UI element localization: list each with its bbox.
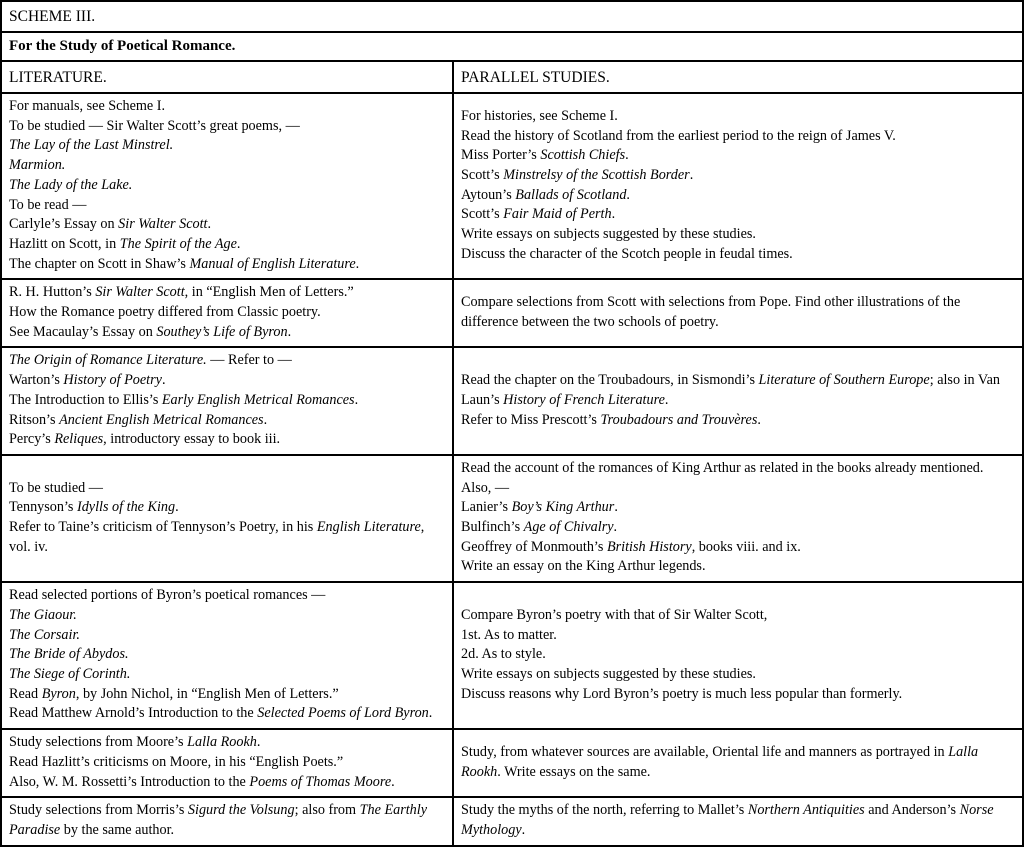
text-run: Discuss reasons why Lord Byron’s poetry is much less popular than formerly. [461, 685, 903, 702]
text-run: Study selections from Morris’s [9, 802, 188, 819]
entry-line [9, 235, 447, 255]
book-title-italic: The Origin of Romance Literature. [9, 352, 207, 369]
text-run: To be studied — Sir Walter Scott’s great poems, — [9, 117, 300, 134]
text-run: 2d. As to style. [461, 646, 546, 663]
text-run: Geoffrey of Monmouth’s [461, 538, 607, 555]
entry-line [461, 205, 1017, 225]
text-run: Carlyle’s Essay on [9, 216, 119, 233]
scheme-subtitle: For the Study of Poetical Romance. [1, 32, 1023, 61]
text-run: Refer to Taine’s criticism of Tennyson’s Poetry, in his [9, 519, 317, 536]
text-run: Write essays on subjects suggested by these studies. [461, 665, 756, 682]
entry-line [461, 166, 1017, 186]
text-run: Compare Byron’s poetry with that of Sir Walter Scott, [461, 606, 768, 623]
text-run: Read the history of Scotland from the earliest period to the reign of James V. [461, 127, 896, 144]
text-run: How the Romance poetry differed from Classic poetry. [9, 304, 321, 321]
text-run: Study selections from Moore’s [9, 734, 188, 751]
text-run: For manuals, see Scheme I. [9, 98, 166, 114]
text-run: . [521, 821, 526, 838]
text-run: The Introduction to Ellis’s [9, 391, 162, 408]
entry-line [9, 351, 447, 371]
table-row [1, 93, 1023, 279]
entry-line [461, 459, 1017, 479]
entry-line [461, 518, 1017, 538]
scheme-title: SCHEME III. [1, 1, 1023, 32]
entry-line [461, 801, 1017, 840]
entry-line [9, 176, 447, 196]
entry-line [461, 626, 1017, 646]
text-run: . [207, 216, 212, 233]
text-run: . [625, 147, 629, 164]
text-run: . [626, 186, 630, 203]
text-run: Read the chapter on the Troubadours, in Sismondi’s [461, 372, 759, 389]
text-run: . [428, 705, 433, 722]
entry-line [9, 136, 447, 156]
book-title-italic: Southey’s Life of Byron [156, 323, 288, 340]
book-title-italic: Lalla Rookh [461, 743, 979, 780]
text-run: For histories, see Scheme I. [461, 107, 618, 124]
book-title-italic: Norse Mythology [461, 802, 994, 838]
text-run: Tennyson’s [9, 499, 77, 516]
text-run: . [287, 323, 292, 340]
book-title-italic: Lalla Rookh [187, 734, 257, 751]
text-run: , books viii. and ix. [691, 538, 801, 555]
text-run: Also, W. M. Rossetti’s Introduction to the [9, 773, 250, 790]
book-title-italic: The Spirit of the Age [119, 235, 237, 252]
book-title-italic: Literature of Southern Europe [758, 372, 930, 389]
book-title-italic: Sir Walter Scott [95, 284, 185, 301]
entry-line [461, 498, 1017, 518]
column-header-literature: LITERATURE. [1, 61, 453, 93]
table-row [1, 797, 1023, 845]
book-title-italic: Ballads of Scotland [515, 186, 627, 203]
text-run: . [664, 391, 669, 408]
text-run: Read Matthew Arnold’s Introduction to the [9, 705, 258, 722]
book-title-italic: Early English Metrical Romances [161, 391, 355, 408]
text-run: Scott’s [461, 206, 504, 223]
parallel-studies-cell [453, 93, 1023, 279]
entry-line [461, 245, 1017, 265]
table-header [1, 1, 1023, 93]
entry-line [461, 371, 1017, 410]
literature-cell [1, 455, 453, 582]
entry-line [9, 255, 447, 275]
entry-line [9, 606, 447, 626]
entry-line [461, 411, 1017, 431]
entry-line [9, 479, 447, 499]
parallel-studies-cell [453, 347, 1023, 455]
text-run: , vol. iv. [9, 519, 425, 555]
literature-cell [1, 729, 453, 797]
text-run: See Macaulay’s Essay on [9, 323, 157, 340]
entry-line [9, 801, 447, 840]
text-run: Study the myths of the north, referring to Mallet’s [461, 802, 748, 819]
book-title-italic: The Earthly Paradise [9, 802, 427, 838]
parallel-studies-cell [453, 582, 1023, 729]
text-run: Read Hazlitt’s criticisms on Moore, in his “English Poets.” [9, 753, 344, 770]
literature-cell [1, 93, 453, 279]
text-run: ; also from [294, 802, 360, 819]
entry-line [9, 665, 447, 685]
book-title-italic: Byron [41, 685, 76, 702]
book-title-italic: The Lay of the Last Minstrel. [9, 137, 174, 154]
text-run: . [757, 411, 761, 428]
book-title-italic: Ancient English Metrical Romances [59, 411, 264, 428]
entry-line [9, 645, 447, 665]
book-title-italic: Minstrelsy of the Scottish Border [503, 166, 690, 183]
entry-line [9, 117, 447, 137]
entry-line [9, 498, 447, 518]
text-run: . [161, 372, 166, 389]
entry-line [461, 538, 1017, 558]
book-title-italic: Sigurd the Volsung [187, 802, 295, 819]
entry-line [461, 127, 1017, 147]
text-run: Write essays on subjects suggested by these studies. [461, 226, 756, 243]
entry-line [9, 586, 447, 606]
book-title-italic: Northern Antiquities [747, 802, 865, 819]
text-run: . [354, 391, 359, 408]
entry-line [9, 303, 447, 323]
text-run: Also, — [461, 479, 510, 496]
text-run: Warton’s [9, 372, 64, 389]
parallel-studies-cell [453, 797, 1023, 845]
text-run: and Anderson’s [864, 802, 960, 819]
entry-line [9, 773, 447, 793]
entry-line [9, 704, 447, 724]
parallel-studies-cell [453, 279, 1023, 347]
entry-line [461, 186, 1017, 206]
text-run: Read the account of the romances of King Arthur as related in the books already mentioned. [461, 459, 984, 476]
entry-line [461, 645, 1017, 665]
text-run: , in “English Men of Letters.” [184, 284, 354, 301]
text-run: Percy’s [9, 431, 55, 448]
entry-line [9, 371, 447, 391]
text-run: . [611, 206, 616, 223]
scheme-subtitle-row [1, 32, 1023, 61]
text-run: . [263, 411, 268, 428]
book-title-italic: Troubadours and Trouvères [600, 411, 758, 428]
text-run: Discuss the character of the Scotch people in feudal times. [461, 245, 793, 262]
entry-line [9, 215, 447, 235]
text-run: . [355, 255, 360, 272]
book-title-italic: Age of Chivalry [523, 519, 614, 536]
entry-line [461, 743, 1017, 782]
text-run: . Write essays on the same. [497, 763, 651, 780]
table-row [1, 347, 1023, 455]
text-run: . [256, 734, 261, 751]
entry-line [461, 557, 1017, 577]
text-run: To be studied — [9, 479, 103, 496]
entry-line [9, 283, 447, 303]
book-title-italic: The Siege of Corinth. [9, 665, 131, 682]
entry-line [9, 518, 447, 557]
text-run: . [391, 773, 395, 790]
book-title-italic: Sir Walter Scott [118, 216, 208, 233]
text-run: Study, from whatever sources are available, Oriental life and manners as portrayed in [461, 743, 949, 760]
text-run: , introductory essay to book iii. [103, 431, 281, 448]
book-title-italic: The Corsair. [9, 626, 80, 643]
entry-line [9, 391, 447, 411]
book-title-italic: British History [606, 538, 692, 555]
entry-line [9, 156, 447, 176]
literature-cell [1, 279, 453, 347]
literature-cell [1, 797, 453, 845]
text-run: . [614, 499, 618, 516]
entry-line [9, 733, 447, 753]
text-run: ; also in Van Laun’s [461, 372, 1000, 408]
entry-line [9, 430, 447, 450]
scheme-title-row [1, 1, 1023, 32]
text-run: Write an essay on the King Arthur legends. [461, 558, 706, 575]
entry-line [461, 606, 1017, 626]
parallel-studies-cell [453, 455, 1023, 582]
text-run: Aytoun’s [461, 186, 516, 203]
book-title-italic: History of Poetry [63, 372, 162, 389]
text-run: Refer to Miss Prescott’s [461, 411, 601, 428]
book-title-italic: The Giaour. [9, 606, 77, 623]
text-run: Hazlitt on Scott, in [9, 235, 120, 252]
text-run: . [689, 166, 694, 183]
column-header-row [1, 61, 1023, 93]
entry-line [9, 323, 447, 343]
text-run: . [236, 235, 241, 252]
book-title-italic: English Literature [316, 519, 421, 536]
table-row [1, 582, 1023, 729]
column-header-parallel-studies: PARALLEL STUDIES. [453, 61, 1023, 93]
table-row [1, 279, 1023, 347]
book-title-italic: The Bride of Abydos. [9, 646, 129, 663]
book-title-italic: History of French Literature [503, 391, 665, 408]
entry-line [9, 196, 447, 216]
book-title-italic: Reliques [54, 431, 104, 448]
entry-line [461, 107, 1017, 127]
entry-line [9, 626, 447, 646]
text-run: — Refer to — [206, 352, 292, 369]
literature-cell [1, 347, 453, 455]
text-run: Read selected portions of Byron’s poetical romances — [9, 587, 326, 604]
entry-line [461, 293, 1017, 332]
book-title-italic: Selected Poems of Lord Byron [257, 705, 429, 722]
entry-line [461, 225, 1017, 245]
text-run: Scott’s [461, 166, 504, 183]
text-run: Miss Porter’s [461, 147, 541, 164]
entry-line [461, 146, 1017, 166]
book-title-italic: Marmion. [9, 157, 66, 174]
literature-cell [1, 582, 453, 729]
book-title-italic: Fair Maid of Perth [503, 206, 612, 223]
text-run: , by John Nichol, in “English Men of Letters.” [75, 685, 339, 702]
book-title-italic: Manual of English Literature [189, 255, 356, 272]
text-run: . [175, 499, 179, 516]
entry-line [461, 479, 1017, 499]
text-run: 1st. As to matter. [461, 626, 557, 643]
text-run: Compare selections from Scott with selections from Pope. Find other illustrations of the difference between the two schools of poetry. [461, 294, 961, 330]
text-run: by the same author. [60, 821, 175, 838]
book-title-italic: Boy’s King Arthur [511, 499, 615, 516]
book-title-italic: Scottish Chiefs [540, 147, 626, 164]
text-run: Bulfinch’s [461, 519, 524, 536]
entry-line [9, 685, 447, 705]
text-run: R. H. Hutton’s [9, 284, 96, 301]
entry-line [9, 753, 447, 773]
table-row [1, 455, 1023, 582]
book-title-italic: The Lady of the Lake. [9, 176, 133, 193]
table-row [1, 729, 1023, 797]
text-run: The chapter on Scott in Shaw’s [9, 255, 190, 272]
entry-line [9, 411, 447, 431]
entry-line [461, 685, 1017, 705]
text-run: Ritson’s [9, 411, 60, 428]
book-title-italic: Idylls of the King [76, 499, 176, 516]
entry-line [9, 97, 447, 117]
text-run: Lanier’s [461, 499, 512, 516]
text-run: . [613, 519, 618, 536]
text-run: Read [9, 685, 42, 702]
table-body [1, 93, 1023, 846]
book-title-italic: Poems of Thomas Moore [249, 773, 392, 790]
parallel-studies-cell [453, 729, 1023, 797]
text-run: To be read — [9, 196, 87, 213]
entry-line [461, 665, 1017, 685]
